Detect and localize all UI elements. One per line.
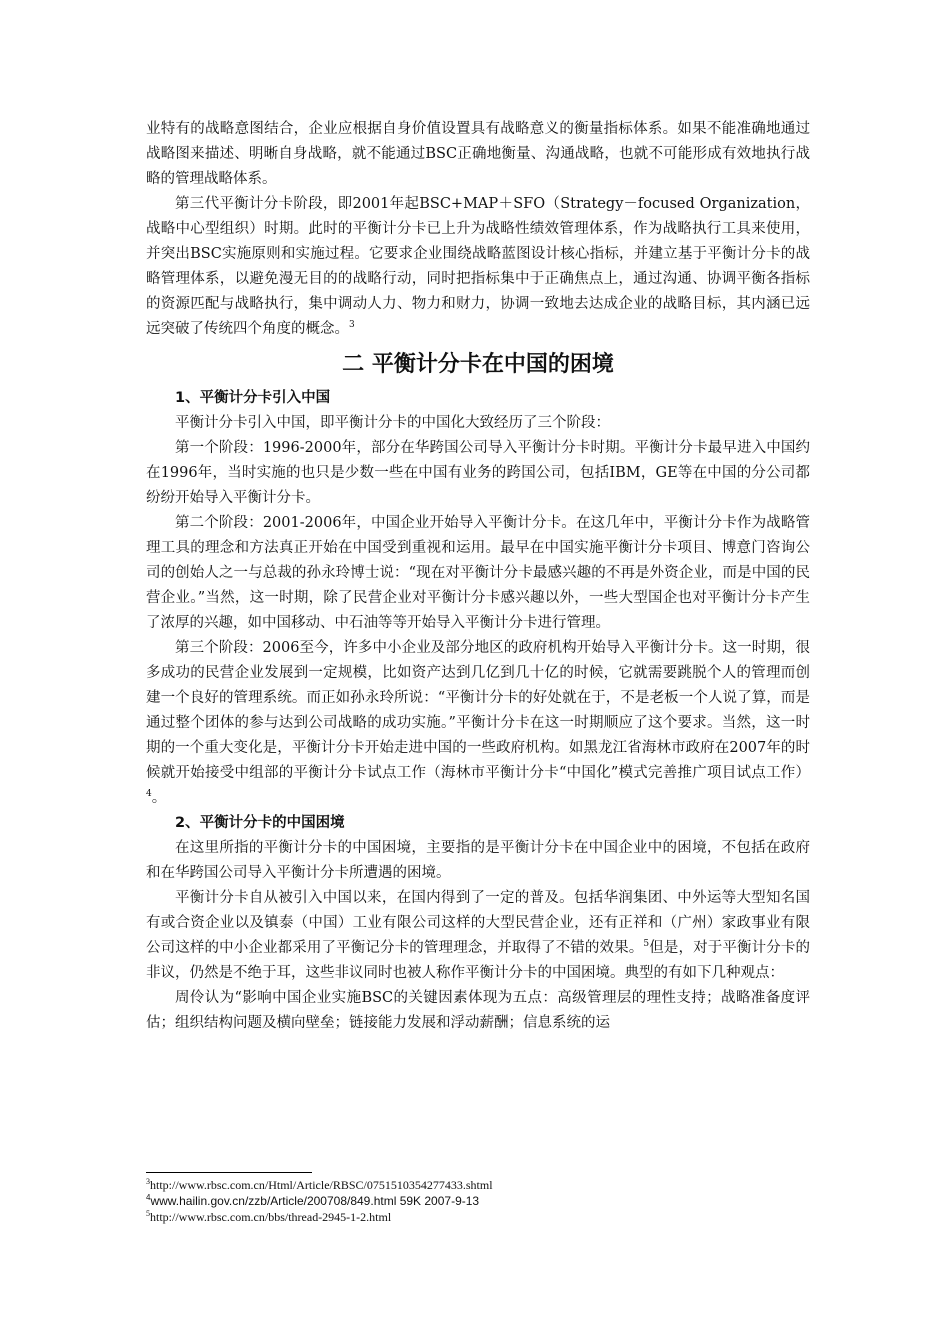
paragraph-text: 但是，对于平衡计分卡的非议，仍然是不绝于耳，这些非议同时也被人称作平衡计分卡的中国困境。典型的有如下几种观点： [146,940,811,981]
paragraph: 平衡计分卡引入中国，即平衡计分卡的中国化大致经历了三个阶段： [175,415,610,431]
subsection-heading: 2、平衡计分卡的中国困境 [175,815,345,831]
footnote-divider [146,1172,312,1173]
footnote-number: 5 [146,1209,150,1218]
paragraph-end: 。 [151,790,167,806]
paragraph: 在这里所指的平衡计分卡的中国困境，主要指的是平衡计分卡在中国企业中的困境，不包括在政府和在华跨国公司导入平衡计分卡所遭遇的困境。 [146,840,810,881]
paragraph-text: 平衡计分卡自从被引入中国以来，在国内得到了一定的普及。包括华润集团、中外运等大型知名国有或合资企业以及镇泰（中国）工业有限公司这样的大型民营企业，还有正祥和（广州）家政事业有限公司这样的中小企业都采用了平衡记分卡的管理理念，并取得了不错的效果。 [146,890,810,956]
section-heading: 二 平衡计分卡在中国的困境 [342,352,614,377]
footnote-ref[interactable]: 5 [643,939,650,950]
footnote-number: 4 [146,1193,151,1202]
footnote-ref[interactable]: 4 [146,789,152,800]
paragraph [146,886,810,986]
footnote [146,1177,810,1193]
paragraph: 第一个阶段：1996-2000年，部分在华跨国公司导入平衡计分卡时期。平衡计分卡最早进入中国约在1996年，当时实施的也只是少数一些在中国有业务的跨国公司，包括IBM，GE等在中国的分公司都纷纷开始导入平衡计分卡。 [146,440,810,506]
footnote [146,1193,810,1209]
paragraph-text: 第三代平衡计分卡阶段，即2001年起BSC+MAP＋SFO（Strategy－focused Organization，战略中心型组织）时期。此时的平衡计分卡已上升为战略性绩效管理体系，作为战略执行工具来使用，并突出BSC实施原则和实施过程。它要求企业围绕战略蓝图设计核心指标，并建立基于平衡计分卡的战略管理体系，以避免漫无目的的战略行动，同时把指标集中于正确焦点上，通过沟通、协调平衡各指标的资源匹配与战略执行，集中调动人力、物力和财力，协调一致地去达成企业的战略目标，其内涵已远远突破了传统四个角度的概念。 [146,196,810,337]
footnote-link[interactable]: http://www.rbsc.com.cn/Html/Article/RBSC/0751510354277433.shtml [150,1178,493,1192]
footnote-link[interactable]: www.hailin.gov.cn/zzb/Article/200708/849.html 59K 2007-9-13 [150,1194,480,1208]
paragraph: 第二个阶段：2001-2006年，中国企业开始导入平衡计分卡。在这几年中，平衡计分卡作为战略管理工具的理念和方法真正开始在中国受到重视和运用。最早在中国实施平衡计分卡项目、博意门咨询公司的创始人之一与总裁的孙永玲博士说：“现在对平衡计分卡最感兴趣的不再是外资企业，而是中国的民营企业。”当然，这一时期，除了民营企业对平衡计分卡感兴趣以外，一些大型国企也对平衡计分卡产生了浓厚的兴趣，如中国移动、中石油等等开始导入平衡计分卡进行管理。 [146,515,810,631]
footnote-number: 3 [146,1177,150,1186]
paragraph-text: 第三个阶段：2006至今，许多中小企业及部分地区的政府机构开始导入平衡计分卡。这一时期，很多成功的民营企业发展到一定规模，比如资产达到几亿到几十亿的时候，它就需要跳脱个人的管理而创建一个良好的管理系统。而正如孙永玲所说：“平衡计分卡的好处就在于，不是老板一个人说了算，而是通过整个团体的参与达到公司战略的成功实施。”平衡计分卡在这一时期顺应了这个要求。当然，这一时期的一个重大变化是，平衡计分卡开始走进中国的一些政府机构。如黑龙江省海林市政府在2007年的时候就开始接受中组部的平衡计分卡试点工作（海林市平衡计分卡“中国化”模式完善推广项目试点工作） [146,640,810,781]
paragraph: 周伶认为“影响中国企业实施BSC的关键因素体现为五点：高级管理层的理性支持；战略准备度评估；组织结构问题及横向壁垒；链接能力发展和浮动薪酬；信息系统的运 [146,990,810,1031]
subsection-heading: 1、平衡计分卡引入中国 [175,390,331,406]
paragraph [146,636,810,811]
footnote-ref[interactable]: 3 [349,320,355,331]
footnote-link[interactable]: http://www.rbsc.com.cn/bbs/thread-2945-1-2.html [150,1210,392,1224]
footnote [146,1209,810,1225]
paragraph: 业特有的战略意图结合，企业应根据自身价值设置具有战略意义的衡量指标体系。如果不能准确地通过战略图来描述、明晰自身战略，就不能通过BSC正确地衡量、沟通战略，也就不可能形成有效地执行战略的管理战略体系。 [146,121,810,187]
body-text [146,117,810,1036]
footnotes [146,1172,810,1225]
paragraph [146,192,810,342]
